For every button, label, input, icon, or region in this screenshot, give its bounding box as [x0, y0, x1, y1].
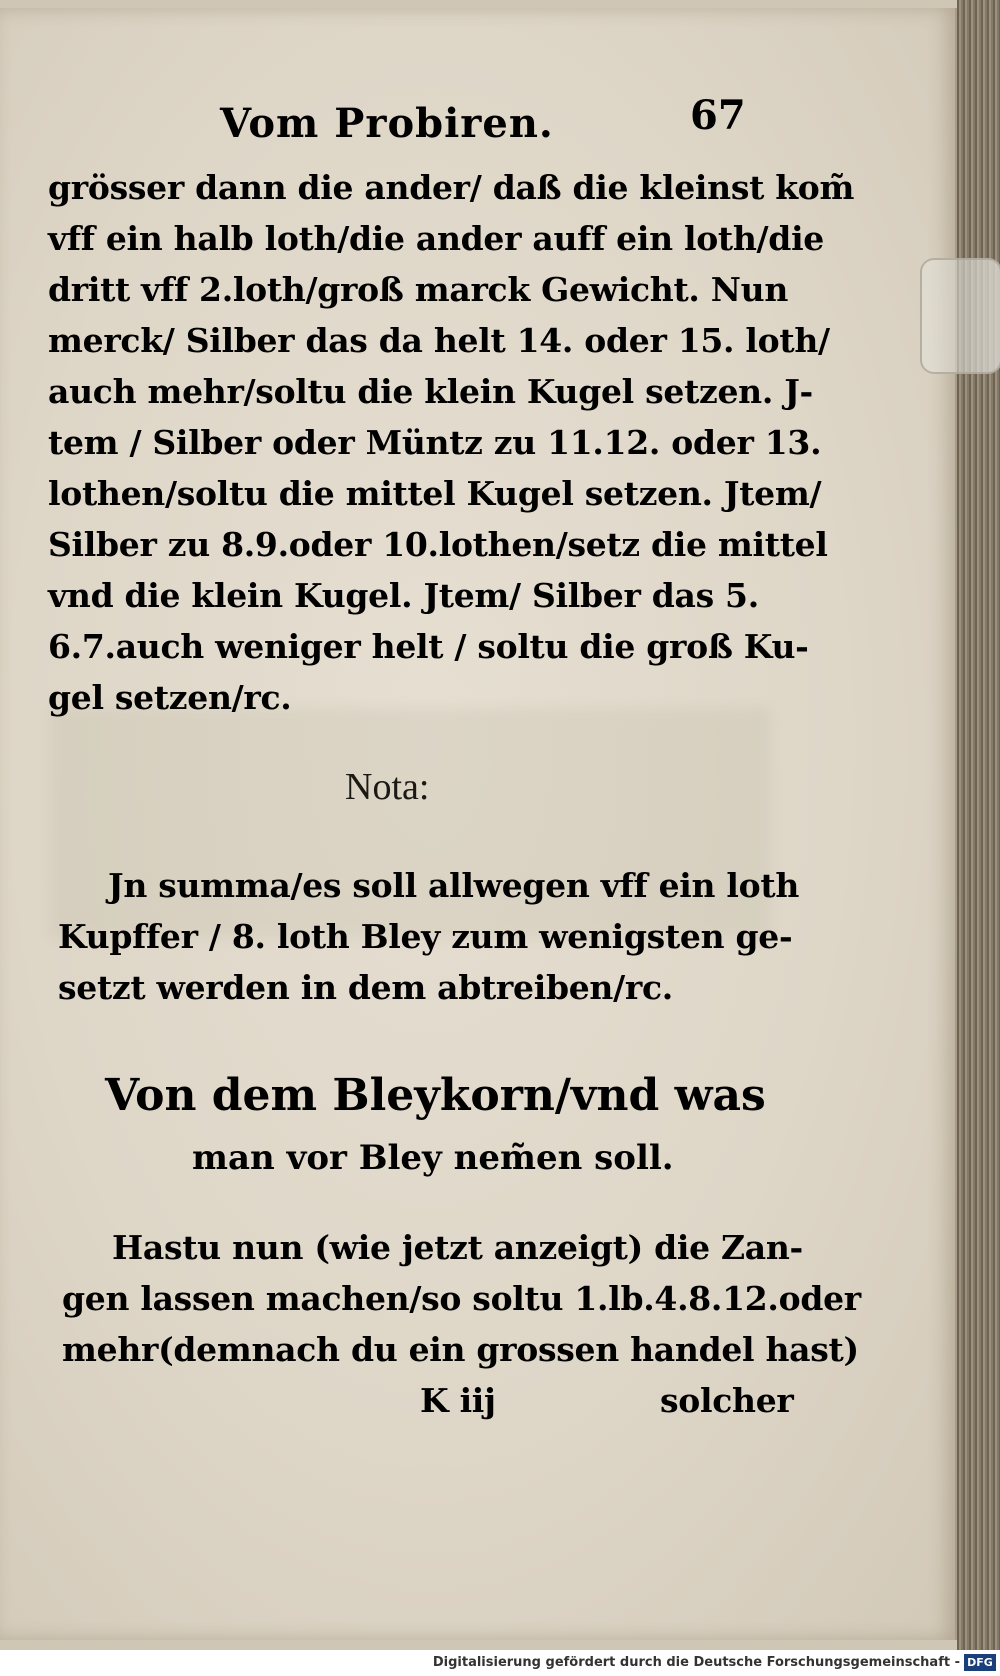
footer-credit: Digitalisierung gefördert durch die Deutsche Forschungsgemeinschaft - [432, 1655, 960, 1670]
book-clip [920, 258, 1000, 374]
text-line: Hastu nun (wie jetzt anzeigt) die Zan- [112, 1228, 803, 1267]
dfg-logo: DFG [964, 1654, 996, 1671]
text-line: lothen/soltu die mittel Kugel setzen. Jtem/ [48, 474, 822, 513]
nota-line: Jn summa/es soll allwegen vff ein loth [108, 866, 800, 905]
nota-line: setzt werden in dem abtreiben/rc. [58, 968, 673, 1007]
signature-mark: K iij [420, 1381, 496, 1420]
page-edges [957, 0, 1000, 1650]
text-line: merck/ Silber das da helt 14. oder 15. loth/ [48, 321, 830, 360]
text-line: vff ein halb loth/die ander auff ein loth/die [48, 219, 825, 258]
text-line: 6.7.auch weniger helt / soltu die groß Ku- [48, 627, 809, 666]
text-line: Silber zu 8.9.oder 10.lothen/setz die mittel [48, 525, 828, 564]
footer-bar [0, 1650, 1000, 1676]
text-line: gen lassen machen/so soltu 1.lb.4.8.12.oder [62, 1279, 861, 1318]
nota-line: Kupffer / 8. loth Bley zum wenigsten ge- [58, 917, 793, 956]
text-line: dritt vff 2.loth/groß marck Gewicht. Nun [48, 270, 789, 309]
running-title: Vom Probiren. [220, 100, 554, 147]
catchword: solcher [660, 1381, 794, 1420]
section-heading-line: Von dem Bleykorn/vnd was [105, 1070, 766, 1121]
text-line: auch mehr/soltu die klein Kugel setzen. J- [48, 372, 813, 411]
section-heading-line: man vor Bley nem̃en soll. [192, 1138, 674, 1178]
nota-label: Nota: [345, 766, 430, 808]
text-line: vnd die klein Kugel. Jtem/ Silber das 5. [48, 576, 759, 615]
text-line: tem / Silber oder Müntz zu 11.12. oder 13. [48, 423, 822, 462]
page-number: 67 [690, 92, 746, 139]
running-head [220, 92, 746, 160]
text-line: gel setzen/rc. [48, 678, 292, 717]
book-page [0, 8, 957, 1640]
text-line: grösser dann die ander/ daß die kleinst kom̃ [48, 168, 855, 207]
text-line: mehr(demnach du ein grossen handel hast) [62, 1330, 859, 1369]
